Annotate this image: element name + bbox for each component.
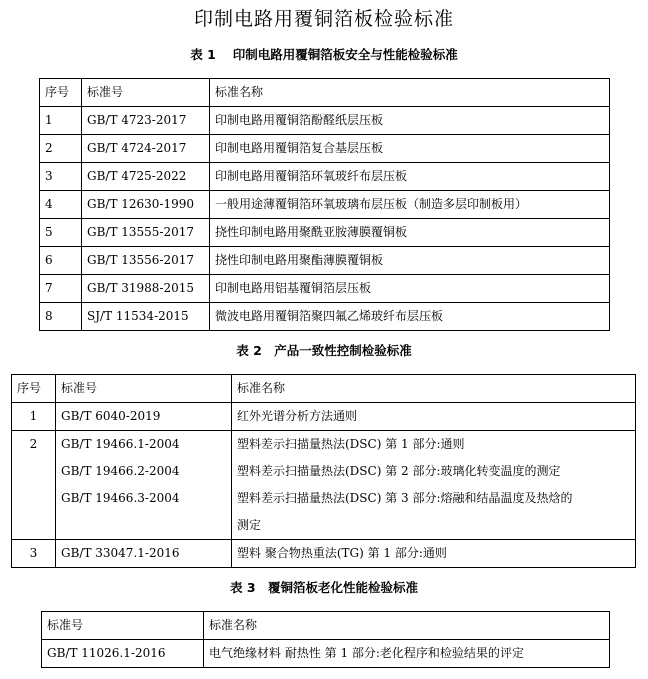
row-name: 电气绝缘材料 耐热性 第 1 部分:老化程序和检验结果的评定	[204, 640, 610, 668]
code-line: GB/T 19466.3-2004	[61, 491, 180, 505]
name-line: 塑料差示扫描量热法(DSC) 第 3 部分:熔融和结晶温度及热焓的	[237, 491, 573, 505]
table2	[11, 374, 636, 568]
row-name: 塑料 聚合物热重法(TG) 第 1 部分:通则	[232, 540, 636, 568]
row-code: GB/T 13555-2017	[82, 219, 210, 247]
header-code: 标准号	[82, 79, 210, 107]
row-no: 3	[12, 540, 56, 568]
header-code: 标准号	[56, 375, 232, 403]
row-name: 红外光谱分析方法通则	[232, 403, 636, 431]
code-line: GB/T 19466.2-2004	[61, 464, 180, 478]
table2-caption: 表 2 产品一致性控制检验标准	[236, 343, 412, 358]
table1-header-row	[40, 79, 610, 107]
table3-header-row	[42, 612, 610, 640]
table-row	[40, 163, 610, 191]
row-no: 1	[12, 403, 56, 431]
name-line: 测定	[237, 518, 262, 532]
row-name: 印制电路用覆铜箔复合基层压板	[210, 135, 610, 163]
code-line: GB/T 19466.1-2004	[61, 437, 180, 451]
row-code: GB/T 6040-2019	[56, 403, 232, 431]
row-no: 3	[40, 163, 82, 191]
row-code: GB/T 13556-2017	[82, 247, 210, 275]
header-no: 序号	[12, 375, 56, 403]
table-row	[40, 219, 610, 247]
row-no: 7	[40, 275, 82, 303]
header-no: 序号	[40, 79, 82, 107]
table2-header-row	[12, 375, 636, 403]
header-name: 标准名称	[232, 375, 636, 403]
table-row	[40, 275, 610, 303]
table1	[39, 78, 610, 331]
table-row	[12, 403, 636, 431]
row-code: GB/T 12630-1990	[82, 191, 210, 219]
row-name: 微波电路用覆铜箔聚四氟乙烯玻纤布层压板	[210, 303, 610, 331]
row-code: SJ/T 11534-2015	[82, 303, 210, 331]
table1-caption: 表 1 印制电路用覆铜箔板安全与性能检验标准	[190, 47, 458, 62]
row-name: 印制电路用铝基覆铜箔层压板	[210, 275, 610, 303]
row-name: 挠性印制电路用聚酰亚胺薄膜覆铜板	[210, 219, 610, 247]
table-row	[12, 540, 636, 568]
row-no: 2	[12, 431, 56, 540]
table-row	[42, 640, 610, 668]
table-row	[12, 431, 636, 540]
table-row	[40, 107, 610, 135]
row-no: 6	[40, 247, 82, 275]
table3	[41, 611, 610, 668]
row-no: 1	[40, 107, 82, 135]
row-no: 8	[40, 303, 82, 331]
table3-caption: 表 3 覆铜箔板老化性能检验标准	[229, 580, 419, 595]
row-code: GB/T 4724-2017	[82, 135, 210, 163]
row-code: GB/T 31988-2015	[82, 275, 210, 303]
row-name: 一般用途薄覆铜箔环氧玻璃布层压板（制造多层印制板用）	[210, 191, 610, 219]
row-no: 5	[40, 219, 82, 247]
row-code: GB/T 4725-2022	[82, 163, 210, 191]
header-code: 标准号	[42, 612, 204, 640]
header-name: 标准名称	[210, 79, 610, 107]
row-code	[56, 431, 232, 540]
row-name: 印制电路用覆铜箔酚醛纸层压板	[210, 107, 610, 135]
table-row	[40, 135, 610, 163]
row-no: 2	[40, 135, 82, 163]
row-no: 4	[40, 191, 82, 219]
row-code: GB/T 4723-2017	[82, 107, 210, 135]
name-line: 塑料差示扫描量热法(DSC) 第 2 部分:玻璃化转变温度的测定	[237, 464, 561, 478]
row-name	[232, 431, 636, 540]
table-row	[40, 247, 610, 275]
row-name: 印制电路用覆铜箔环氧玻纤布层压板	[210, 163, 610, 191]
row-code: GB/T 33047.1-2016	[56, 540, 232, 568]
row-code: GB/T 11026.1-2016	[42, 640, 204, 668]
page-title: 印制电路用覆铜箔板检验标准	[193, 8, 454, 30]
row-name: 挠性印制电路用聚酯薄膜覆铜板	[210, 247, 610, 275]
table-row	[40, 191, 610, 219]
header-name: 标准名称	[204, 612, 610, 640]
table-row	[40, 303, 610, 331]
name-line: 塑料差示扫描量热法(DSC) 第 1 部分:通则	[237, 437, 465, 451]
